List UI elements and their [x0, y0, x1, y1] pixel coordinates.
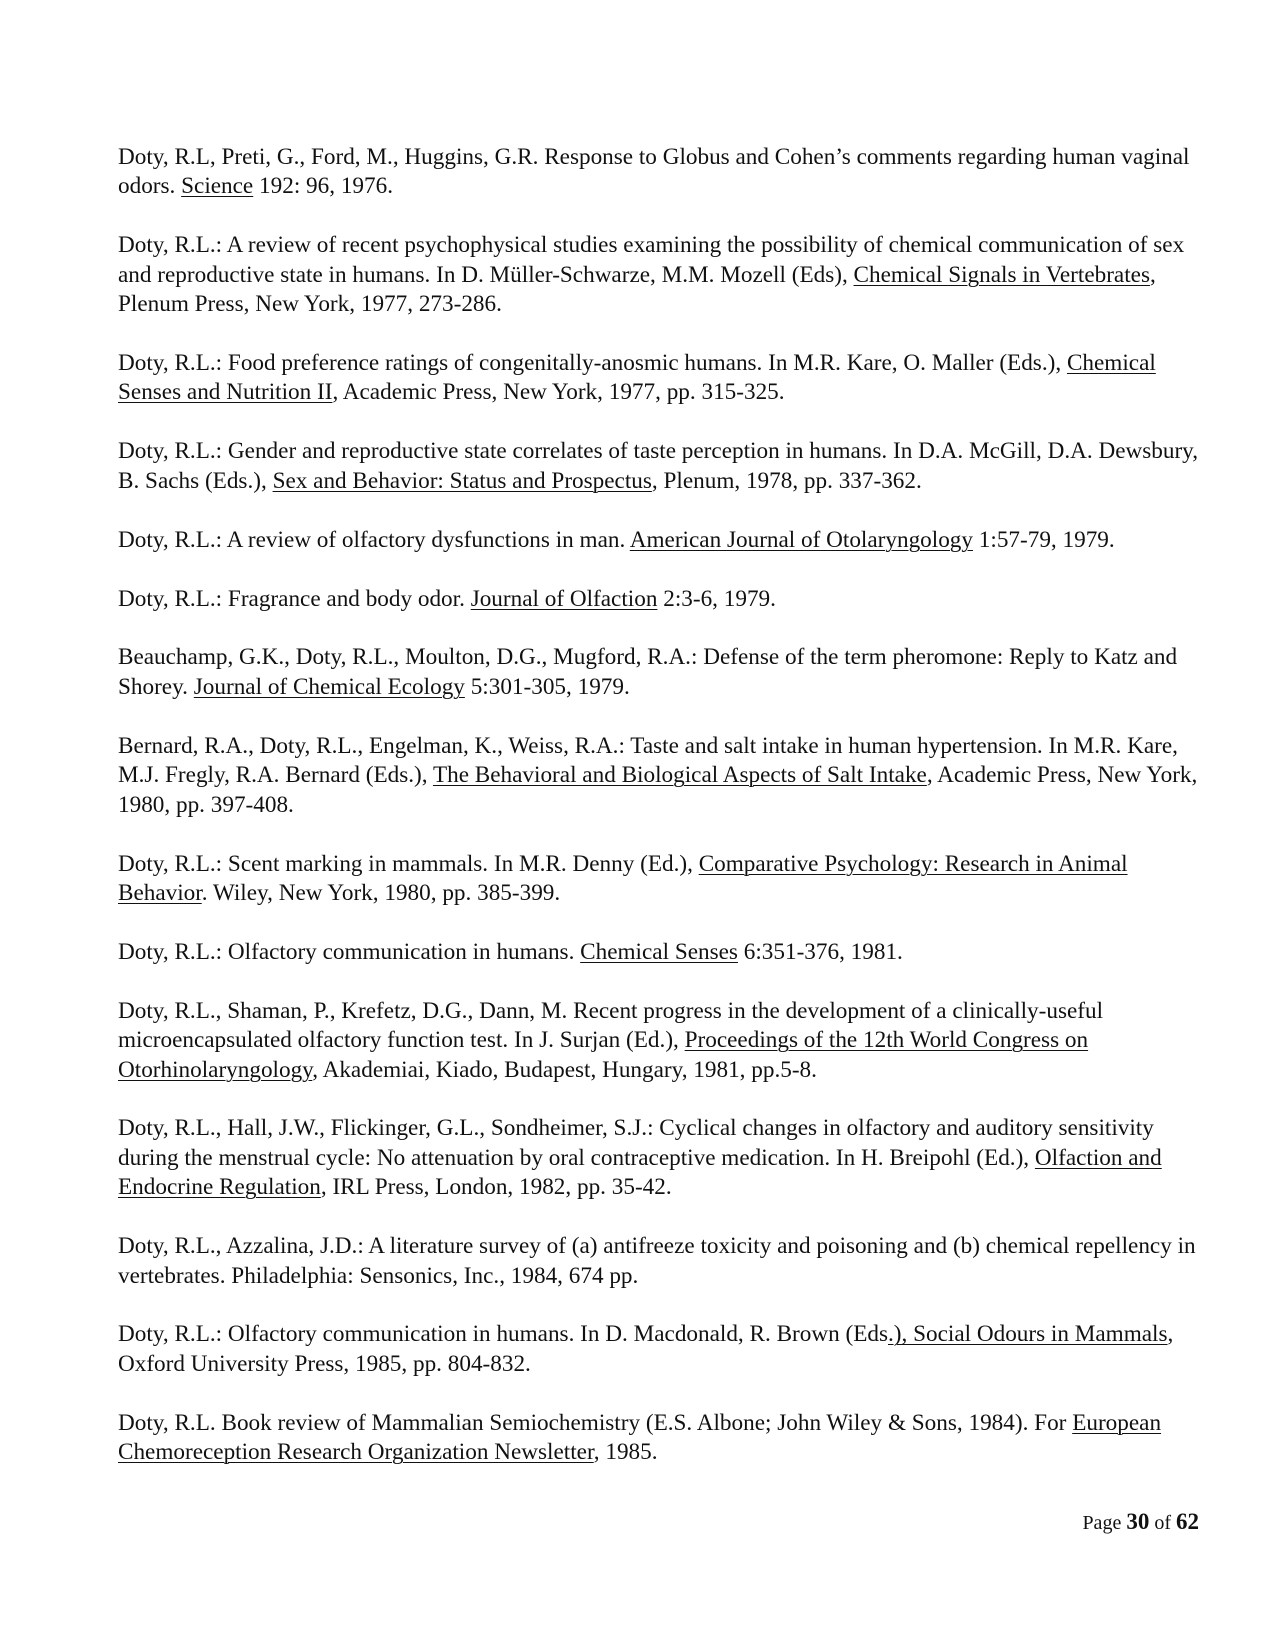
of-label: of: [1149, 1512, 1176, 1534]
reference-entry: [118, 1320, 1203, 1379]
reference-text: , Academic Press, New York, 1980, pp. 397-408.: [118, 762, 1198, 818]
reference-entry: [118, 349, 1203, 408]
reference-text: Doty, R.L., Hall, J.W., Flickinger, G.L., Sondheimer, S.J.: Cyclical changes in olfactory and auditory sensitivity during the menstrual cycle: No attenuation by oral contraceptive medication. In H. Breipohl (Ed.),: [118, 1115, 1154, 1171]
reference-entry: [118, 850, 1203, 909]
reference-entry: [118, 1409, 1203, 1468]
reference-entry: [118, 643, 1203, 702]
reference-entry: [118, 732, 1203, 820]
reference-text: Doty, R.L.: A review of olfactory dysfunctions in man.: [118, 526, 630, 553]
reference-entry: [118, 997, 1203, 1085]
reference-text: Doty, R.L.: A review of recent psychophysical studies examining the possibility of chemical communication of sex and reproductive state in humans. In D. Müller-Schwarze, M.M. Mozell (Eds),: [118, 232, 1185, 288]
reference-text: , Academic Press, New York, 1977, pp. 315-325.: [332, 379, 785, 406]
page-number: 30: [1126, 1509, 1150, 1534]
publication-title: Olfaction and Endocrine Regulation: [118, 1144, 1162, 1201]
publication-title: American Journal of Otolaryngology: [629, 526, 973, 553]
publication-title: Chemical Signals in Vertebrates: [853, 261, 1150, 288]
publication-title: Proceedings of the 12th World Congress on Otorhinolaryngology: [118, 1027, 1089, 1083]
publication-title: Chemical Senses and Nutrition II: [118, 350, 1156, 406]
reference-text: Doty, R.L.: Olfactory communication in humans. In D. Macdonald, R. Brown (Eds: [118, 1321, 888, 1348]
reference-text: Doty, R.L, Preti, G., Ford, M., Huggins, G.R. Response to Globus and Cohen’s comments regarding human vaginal odors.: [118, 144, 1190, 200]
reference-list: [118, 143, 1203, 1497]
reference-text: , Plenum Press, New York, 1977, 273-286.: [118, 261, 1156, 318]
publication-title: Comparative Psychology: Research in Animal Behavior: [118, 850, 1128, 906]
total-pages: 62: [1176, 1509, 1199, 1534]
reference-text: Doty, R.L.: Gender and reproductive state correlates of taste perception in humans. In D.A. McGill, D.A. Dewsbury, B. Sachs (Eds.),: [118, 438, 1199, 494]
publication-title: Sex and Behavior: Status and Prospectus: [272, 467, 652, 494]
publication-title: .), Social Odours in Mammals: [888, 1321, 1168, 1348]
reference-text: 5:301-305, 1979.: [464, 673, 630, 700]
page-footer: [1082, 1509, 1199, 1535]
reference-text: Doty, R.L.: Olfactory communication in humans.: [118, 938, 581, 965]
publication-title: Journal of Chemical Ecology: [193, 673, 465, 700]
reference-text: , Plenum, 1978, pp. 337-362.: [651, 467, 922, 494]
reference-text: Doty, R.L.: Food preference ratings of congenitally-anosmic humans. In M.R. Kare, O. Maller (Eds.),: [118, 350, 1067, 377]
reference-text: Doty, R.L.: Fragrance and body odor.: [118, 585, 471, 612]
reference-entry: [118, 526, 1203, 555]
reference-entry: [118, 143, 1203, 202]
publication-title: The Behavioral and Biological Aspects of Salt Intake: [432, 762, 927, 789]
reference-entry: [118, 1232, 1203, 1291]
publication-title: Chemical Senses: [580, 938, 738, 965]
publication-title: Science: [181, 173, 254, 200]
publication-title: European Chemoreception Research Organization Newsletter: [118, 1409, 1162, 1466]
reference-entry: [118, 231, 1203, 319]
reference-text: Bernard, R.A., Doty, R.L., Engelman, K., Weiss, R.A.: Taste and salt intake in human hypertension. In M.R. Kare, M.J. Fregly, R.A. Bernard (Eds.),: [118, 732, 1178, 789]
reference-entry: [118, 1114, 1203, 1202]
reference-entry: [118, 437, 1203, 496]
reference-text: 192: 96, 1976.: [253, 173, 394, 200]
page-label: Page: [1082, 1512, 1127, 1534]
reference-entry: [118, 938, 1203, 967]
reference-text: , Akademiai, Kiado, Budapest, Hungary, 1981, pp.5-8.: [312, 1056, 817, 1083]
reference-text: Doty, R.L. Book review of Mammalian Semiochemistry (E.S. Albone; John Wiley & Sons, 1984). For: [118, 1409, 1073, 1436]
reference-text: Beauchamp, G.K., Doty, R.L., Moulton, D.G., Mugford, R.A.: Defense of the term pheromone: Reply to Katz and Shorey.: [118, 644, 1178, 700]
reference-entry: [118, 585, 1203, 614]
reference-text: Doty, R.L., Azzalina, J.D.: A literature survey of (a) antifreeze toxicity and poisoning and (b) chemical repellency in vertebrates. Philadelphia: Sensonics, Inc., 1984, 674 pp.: [118, 1233, 1196, 1289]
reference-text: 2:3-6, 1979.: [657, 585, 776, 612]
reference-text: , IRL Press, London, 1982, pp. 35-42.: [320, 1174, 672, 1201]
publication-title: Journal of Olfaction: [470, 585, 658, 612]
reference-text: . Wiley, New York, 1980, pp. 385-399.: [201, 879, 561, 906]
reference-text: , Oxford University Press, 1985, pp. 804-832.: [118, 1321, 1174, 1377]
reference-text: 6:351-376, 1981.: [737, 938, 903, 965]
reference-text: 1:57-79, 1979.: [972, 526, 1115, 553]
reference-text: Doty, R.L., Shaman, P., Krefetz, D.G., Dann, M. Recent progress in the development of a clinically-useful microencapsulated olfactory function test. In J. Surjan (Ed.),: [118, 997, 1104, 1054]
reference-text: Doty, R.L.: Scent marking in mammals. In M.R. Denny (Ed.),: [118, 850, 699, 877]
reference-text: , 1985.: [593, 1439, 658, 1466]
